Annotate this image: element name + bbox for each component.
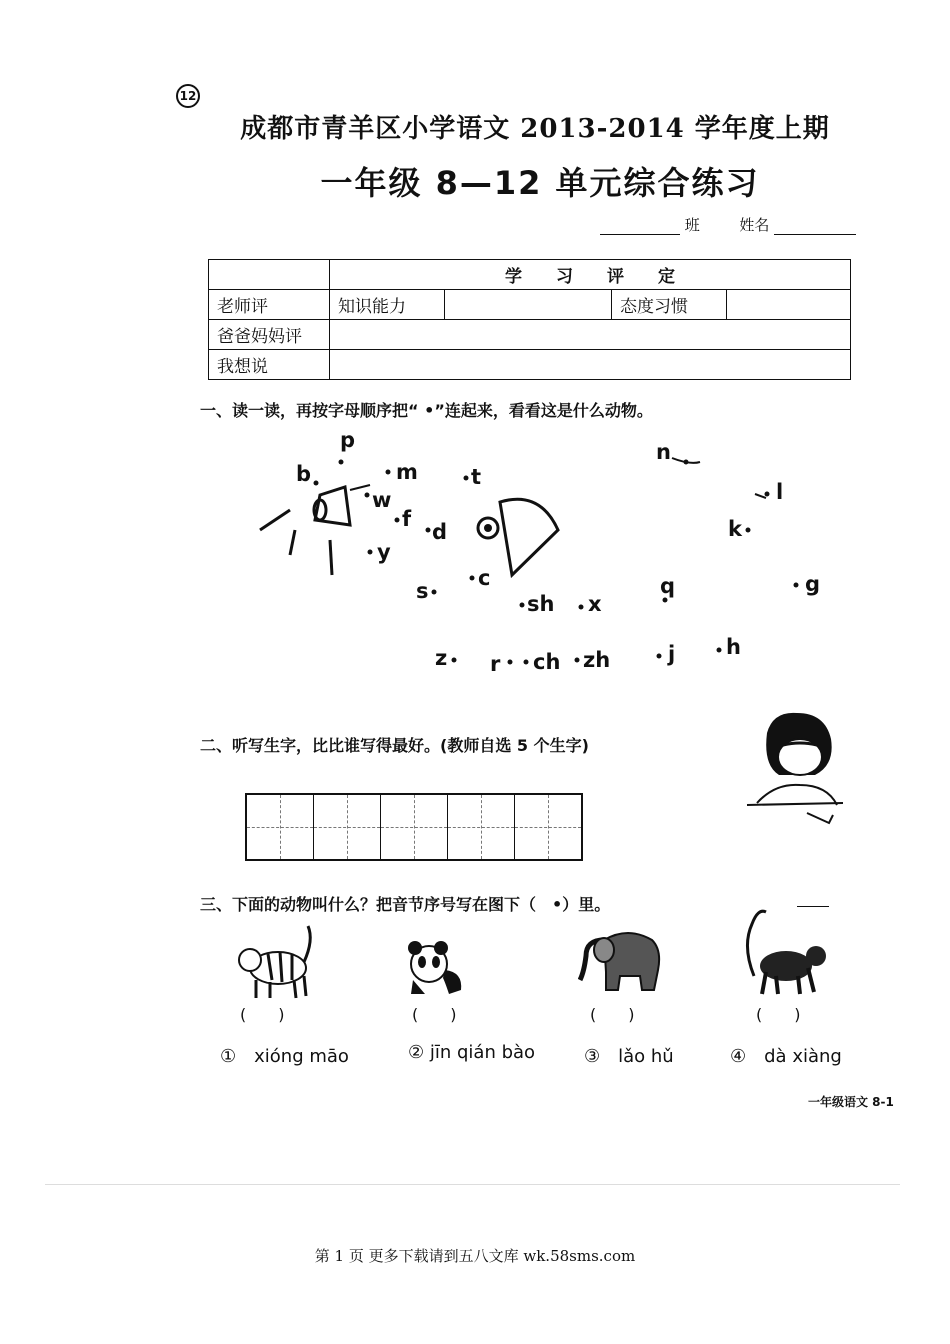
letter-t: t [471,465,482,489]
corner-label: 一年级语文 8-1 [808,1095,894,1109]
letter-z: z [435,646,448,670]
letter-c: c [478,566,491,590]
answer-paren-2[interactable]: ( ) [412,1005,457,1024]
footer-divider [45,1184,900,1185]
name-label: 姓名 [739,216,770,234]
option-3: ③ lǎo hǔ [584,1046,674,1067]
letter-l: l [776,480,784,504]
question-3-title: 三、下面的动物叫什么？把音节序号写在图下（ •）里。 [200,895,611,914]
letter-f: f [402,507,412,531]
letter-zh: zh [583,648,611,672]
tiger-icon [236,920,316,1002]
eval-attitude-label: 态度习惯 [612,290,727,320]
grid-cell[interactable] [381,795,448,859]
document-subtitle: 一年级 8—12 单元综合练习 [320,164,760,202]
letter-p: p [340,428,356,452]
letter-b: b [296,462,312,486]
letter-sh: sh [527,592,555,616]
panda-icon [405,938,467,998]
eval-row-label: 我想说 [209,350,330,380]
grid-cell[interactable] [314,795,381,859]
child-writing-icon [745,705,845,830]
document-title: 成都市青羊区小学语文 2013-2014 学年度上期 [240,114,830,144]
eval-knowledge-label: 知识能力 [330,290,445,320]
letter-n: n [656,440,671,464]
letter-s: s [416,579,429,603]
letter-x: x [588,592,602,616]
writing-grid[interactable] [245,793,583,861]
answer-paren-4[interactable]: ( ) [756,1005,801,1024]
letter-k: k [728,517,742,541]
question-2-title: 二、听写生字，比比谁写得最好。(教师自选 5 个生字) [200,736,589,755]
eval-header: 学 习 评 定 [330,260,851,290]
question-1-title: 一、读一读，再按字母顺序把“ •”连起来，看看这是什么动物。 [200,401,653,420]
page-footer: 第 1 页 更多下载请到五八文库 wk.58sms.com [314,1247,636,1265]
letter-w: w [372,488,392,512]
option-2: ② jīn qián bào [408,1042,536,1063]
option-4: ④ dà xiàng [730,1046,842,1067]
letter-r: r [490,652,501,676]
letter-g: g [805,572,821,596]
eval-row-label: 老师评 [209,290,330,320]
elephant-icon [578,926,664,994]
option-1: ① xióng māo [220,1046,349,1067]
grid-cell[interactable] [247,795,314,859]
page-number-badge: 12 [176,84,200,108]
letter-ch: ch [533,650,561,674]
letter-m: m [396,460,418,484]
letter-j: j [668,642,676,666]
answer-paren-3[interactable]: ( ) [590,1005,635,1024]
grid-cell[interactable] [448,795,515,859]
letter-h: h [726,635,741,659]
grid-cell[interactable] [515,795,581,859]
class-label: 班 [684,216,700,234]
letter-d: d [432,520,448,544]
answer-paren-1[interactable]: ( ) [240,1005,285,1024]
letter-q: q [660,574,676,598]
letter-y: y [377,540,391,564]
monkey-icon [742,906,832,998]
eval-row-label: 爸爸妈妈评 [209,320,330,350]
